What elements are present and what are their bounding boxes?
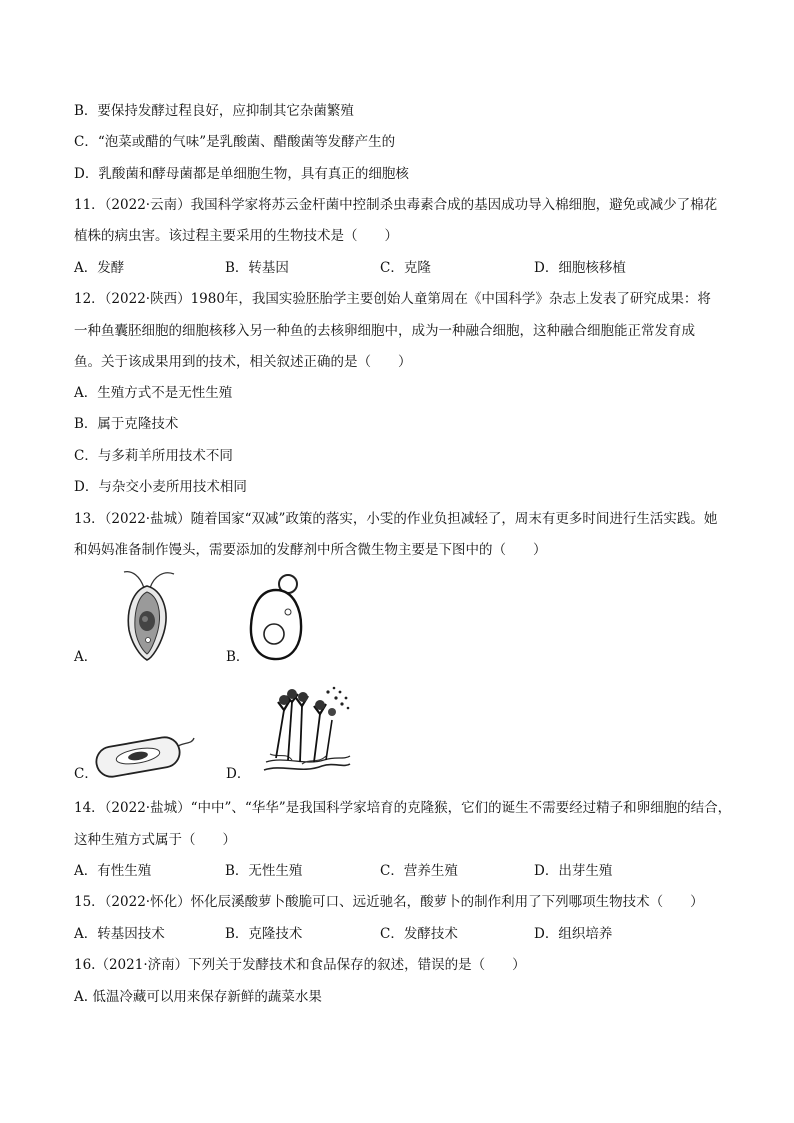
q12-stem-line3: 鱼。关于该成果用到的技术，相关叙述正确的是（ ） bbox=[74, 354, 412, 370]
q14-stem-line1: 14．（2022·盐城）“中中”、“华华”是我国科学家培育的克隆猴，它们的诞生不需要经过精子和卵细胞的结合， bbox=[74, 800, 732, 816]
q11-options bbox=[74, 258, 714, 278]
q12-option-d: D．与杂交小麦所用技术相同 bbox=[74, 479, 247, 495]
bacterium-image bbox=[92, 730, 196, 778]
q13-stem-line2: 和妈妈准备制作馒头，需要添加的发酵剂中所含微生物主要是下图中的（ ） bbox=[74, 542, 547, 558]
q12-stem-line1: 12．（2022·陕西）1980年，我国实验胚胎学主要创始人童第周在《中国科学》杂志上发表了研究成果：将 bbox=[74, 291, 711, 307]
q15-option-d: D．组织培养 bbox=[534, 926, 613, 942]
q12-stem-line2: 一种鱼囊胚细胞的细胞核移入另一种鱼的去核卵细胞中，成为一种融合细胞，这种融合细胞能正常发育成 bbox=[74, 323, 695, 339]
q15-option-b: B．克隆技术 bbox=[225, 926, 303, 942]
q12-option-a: A．生殖方式不是无性生殖 bbox=[74, 385, 233, 401]
q11-stem-line1: 11．（2022·云南）我国科学家将苏云金杆菌中控制杀虫毒素合成的基因成功导入棉细胞，避免或减少了棉花 bbox=[74, 197, 718, 213]
q14-option-c: C．营养生殖 bbox=[380, 863, 458, 879]
q11-option-d: D．细胞核移植 bbox=[534, 260, 626, 276]
q11-option-c: C．克隆 bbox=[380, 260, 431, 276]
q14-option-b: B．无性生殖 bbox=[225, 863, 303, 879]
q10-option-c: C．“泡菜或醋的气味”是乳酸菌、醋酸菌等发酵产生的 bbox=[74, 134, 396, 150]
q13-figure-d-label: D． bbox=[226, 766, 251, 782]
q13-stem-line1: 13．（2022·盐城）随着国家“双减”政策的落实，小雯的作业负担减轻了，周末有更多时间进行生活实践。她 bbox=[74, 511, 718, 527]
q14-stem-line2: 这种生殖方式属于（ ） bbox=[74, 832, 236, 848]
q13-figure-b-label: B． bbox=[226, 649, 250, 665]
q13-figure-a-label: A． bbox=[74, 649, 98, 665]
q16-stem-line1: 16.（2021·济南）下列关于发酵技术和食品保存的叙述，错误的是（ ） bbox=[74, 957, 526, 973]
q12-option-b: B．属于克隆技术 bbox=[74, 416, 179, 432]
q15-stem-line1: 15．（2022·怀化）怀化辰溪酸萝卜酸脆可口、远近驰名，酸萝卜的制作利用了下列哪项生物技术（ ） bbox=[74, 894, 704, 910]
q14-options bbox=[74, 861, 714, 881]
q14-option-d: D．出芽生殖 bbox=[534, 863, 613, 879]
q11-option-b: B．转基因 bbox=[225, 260, 289, 276]
q15-options bbox=[74, 924, 714, 944]
q10-option-b: B．要保持发酵过程良好，应抑制其它杂菌繁殖 bbox=[74, 103, 354, 119]
mold-image bbox=[262, 684, 352, 776]
q11-stem-line2: 植株的病虫害。该过程主要采用的生物技术是（ ） bbox=[74, 228, 398, 244]
euglena-image bbox=[114, 566, 184, 662]
q15-option-c: C．发酵技术 bbox=[380, 926, 458, 942]
q15-option-a: A．转基因技术 bbox=[74, 926, 165, 942]
q12-option-c: C．与多莉羊所用技术不同 bbox=[74, 448, 233, 464]
q11-option-a: A．发酵 bbox=[74, 260, 125, 276]
q16-option-a: A. 低温冷藏可以用来保存新鲜的蔬菜水果 bbox=[74, 989, 322, 1005]
q14-option-a: A．有性生殖 bbox=[74, 863, 152, 879]
q13-figure-c-label: C． bbox=[74, 766, 98, 782]
yeast-image bbox=[246, 572, 306, 662]
q10-option-d: D．乳酸菌和酵母菌都是单细胞生物，具有真正的细胞核 bbox=[74, 166, 409, 182]
